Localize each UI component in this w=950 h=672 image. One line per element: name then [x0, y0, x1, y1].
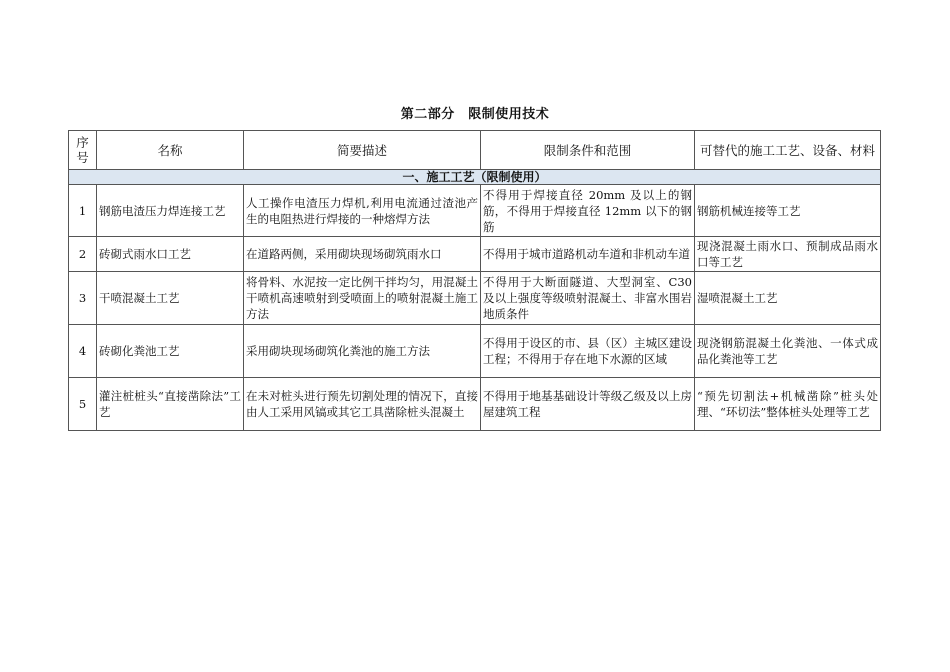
row-name: 砖砌式雨水口工艺: [97, 237, 244, 272]
row-conditions: 不得用于大断面隧道、大型洞室、C30 及以上强度等级喷射混凝土、非富水围岩地质条件: [481, 272, 695, 325]
row-description: 在未对桩头进行预先切割处理的情况下，直接由人工采用风镐或其它工具凿除桩头混凝土: [244, 378, 481, 431]
row-description: 在道路两侧，采用砌块现场砌筑雨水口: [244, 237, 481, 272]
row-conditions: 不得用于焊接直径 20mm 及以上的钢筋，不得用于焊接直径 12mm 以下的钢筋: [481, 185, 695, 237]
section-row: [69, 170, 881, 185]
row-index: 3: [69, 272, 97, 325]
row-alternatives: “预先切割法+机械凿除”桩头处理、“环切法”整体桩头处理等工艺: [695, 378, 881, 431]
header-description: 简要描述: [244, 131, 481, 170]
row-alternatives: 现浇钢筋混凝土化粪池、一体式成品化粪池等工艺: [695, 325, 881, 378]
row-index: 2: [69, 237, 97, 272]
row-alternatives: 钢筋机械连接等工艺: [695, 185, 881, 237]
row-alternatives: 现浇混凝土雨水口、预制成品雨水口等工艺: [695, 237, 881, 272]
table-row: [69, 378, 881, 431]
page-title: 第二部分 限制使用技术: [400, 107, 550, 122]
header-conditions: 限制条件和范围: [481, 131, 695, 170]
row-index: 5: [69, 378, 97, 431]
header-index: 序号: [69, 131, 97, 170]
row-alternatives: 湿喷混凝土工艺: [695, 272, 881, 325]
table-header-row: [69, 131, 881, 170]
row-name: 干喷混凝土工艺: [97, 272, 244, 325]
row-index: 4: [69, 325, 97, 378]
header-alternatives: 可替代的施工工艺、设备、材料: [695, 131, 881, 170]
table-row: [69, 325, 881, 378]
row-description: 采用砌块现场砌筑化粪池的施工方法: [244, 325, 481, 378]
table-row: [69, 237, 881, 272]
row-conditions: 不得用于地基基础设计等级乙级及以上房屋建筑工程: [481, 378, 695, 431]
row-conditions: 不得用于设区的市、县（区）主城区建设工程；不得用于存在地下水源的区域: [481, 325, 695, 378]
row-name: 砖砌化粪池工艺: [97, 325, 244, 378]
row-conditions: 不得用于城市道路机动车道和非机动车道: [481, 237, 695, 272]
restricted-technology-table: [68, 130, 881, 431]
header-name: 名称: [97, 131, 244, 170]
section-title: 一、施工工艺（限制使用）: [69, 170, 881, 185]
row-description: 将骨料、水泥按一定比例干拌均匀，用混凝土干喷机高速喷射到受喷面上的喷射混凝土施工方法: [244, 272, 481, 325]
row-name: 灌注桩桩头“直接凿除法”工艺: [97, 378, 244, 431]
row-name: 钢筋电渣压力焊连接工艺: [97, 185, 244, 237]
row-description: 人工操作电渣压力焊机,利用电流通过渣池产生的电阻热进行焊接的一种熔焊方法: [244, 185, 481, 237]
row-index: 1: [69, 185, 97, 237]
table-row: [69, 185, 881, 237]
table-row: [69, 272, 881, 325]
